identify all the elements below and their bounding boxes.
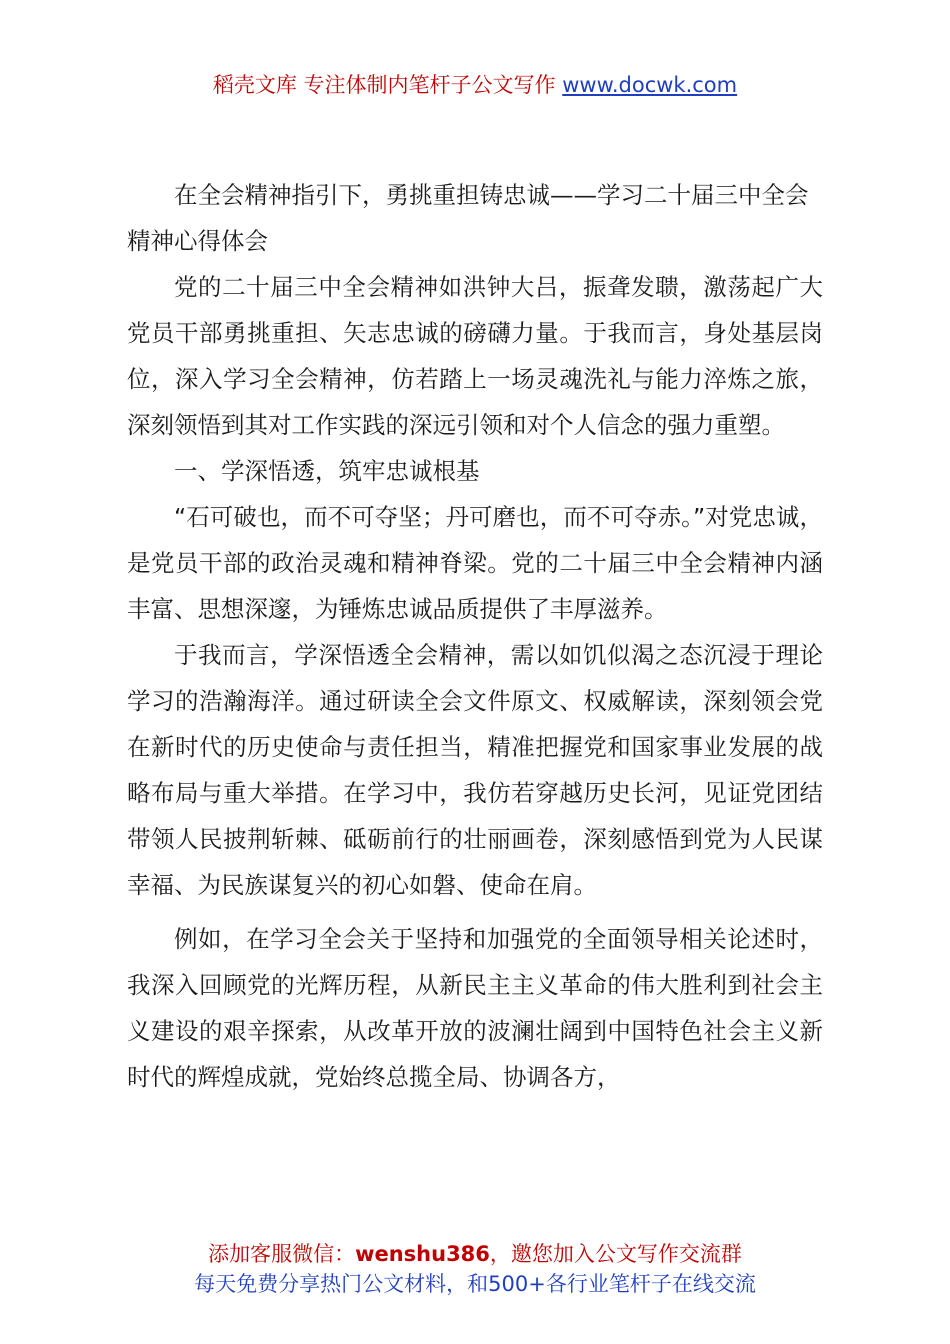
page-header: [0, 70, 950, 100]
footer-wechat-id: wenshu386: [355, 1242, 490, 1266]
header-url-link[interactable]: www.docwk.com: [562, 73, 738, 97]
article-body: [127, 172, 823, 1100]
paragraph-quote: “石可破也，而不可夺坚；丹可磨也，而不可夺赤。”对党忠诚，是党员干部的政治灵魂和精神脊梁。党的二十届三中全会精神内涵丰富、思想深邃，为锤炼忠诚品质提供了丰厚滋养。: [127, 503, 823, 623]
article-title: 在全会精神指引下，勇挑重担铸忠诚——学习二十届三中全会精神心得体会: [127, 181, 809, 255]
section-heading-1: 一、学深悟透，筑牢忠诚根基: [174, 457, 480, 485]
paragraph-study: 于我而言，学深悟透全会精神，需以如饥似渴之态沉浸于理论学习的浩瀚海洋。通过研读全会文件原文、权威解读，深刻领会党在新时代的历史使命与责任担当，精准把握党和国家事业发展的战略布局与重大举措。在学习中，我仿若穿越历史长河，见证党团结带领人民披荆斩棘、砥砺前行的壮丽画卷，深刻感悟到党为人民谋幸福、为民族谋复兴的初心如磐、使命在肩。: [127, 641, 823, 899]
footer-promo-line: 每天免费分享热门公文材料，和500+各行业笔杆子在线交流: [194, 1272, 756, 1296]
header-brand-text: 稻壳文库 专注体制内笔杆子公文写作: [212, 73, 556, 97]
paragraph-intro: 党的二十届三中全会精神如洪钟大吕，振聋发聩，激荡起广大党员干部勇挑重担、矢志忠诚的磅礴力量。于我而言，身处基层岗位，深入学习全会精神，仿若踏上一场灵魂洗礼与能力淬炼之旅，深刻领悟到其对工作实践的深远引领和对个人信念的强力重塑。: [127, 273, 823, 439]
paragraph-example: 例如，在学习全会关于坚持和加强党的全面领导相关论述时，我深入回顾党的光辉历程，从新民主主义革命的伟大胜利到社会主义建设的艰辛探索，从改革开放的波澜壮阔到中国特色社会主义新时代的辉煌成就，党始终总揽全局、协调各方，: [127, 925, 823, 1091]
page-footer: [0, 1239, 950, 1299]
footer-contact-prefix: 添加客服微信：: [208, 1242, 356, 1266]
footer-contact-suffix: ，邀您加入公文写作交流群: [489, 1242, 742, 1266]
footer-contact-line: [0, 1239, 950, 1269]
